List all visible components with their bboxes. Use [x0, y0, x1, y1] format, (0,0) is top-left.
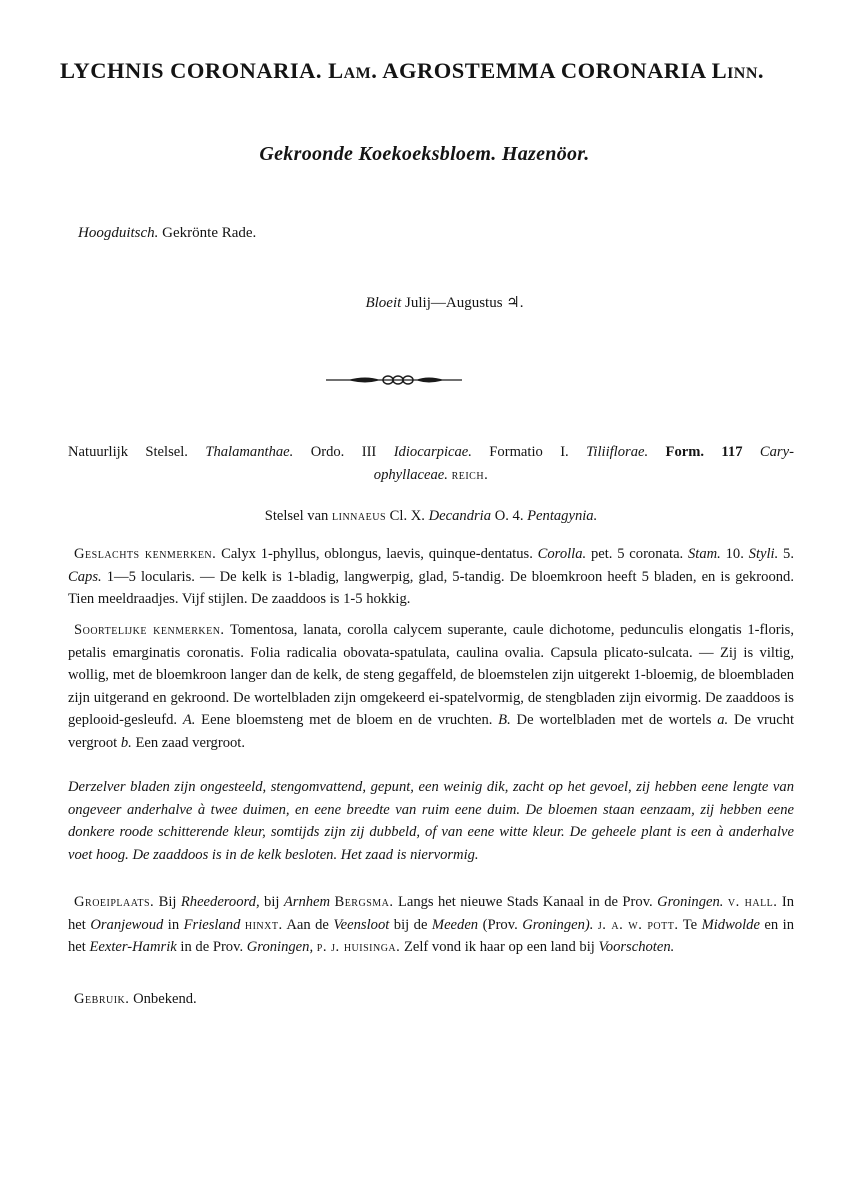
linnaeus-name: linnaeus: [332, 508, 387, 524]
linnaeus-prefix: Stelsel van: [264, 508, 329, 524]
german-value: Gekrönte Rade.: [162, 225, 257, 241]
form-label: Form. 117: [665, 444, 743, 460]
natural-class: Thalamanthae.: [205, 444, 294, 460]
habitat-text: bij: [264, 894, 280, 910]
habitat-text: Bij: [158, 894, 177, 910]
species-text-2: Eene bloemsteng met de bloem en de vruchten.: [201, 712, 493, 729]
use-section: [68, 988, 794, 1011]
genus-capsule: Caps.: [68, 568, 102, 585]
habitat-collector: j. a. w. pott.: [597, 916, 679, 933]
genus-text-3: 10.: [725, 546, 744, 562]
formatio-name: Tiliiflorae.: [586, 444, 649, 460]
species-text-5: Een zaad vergroot.: [135, 734, 245, 751]
habitat-text: en in het: [68, 916, 795, 956]
habitat-text: Zelf vond ik haar op een land bij: [403, 939, 595, 956]
use-label: Gebruik.: [74, 991, 130, 1007]
bloom-value: Julij—Augustus ♃.: [405, 295, 524, 311]
german-label: Hoogduitsch.: [78, 225, 159, 241]
linnaeus-order-name: Pentagynia.: [527, 508, 598, 524]
habitat-collector: p. j. huisinga.: [316, 939, 401, 956]
dutch-common-name: Gekroonde Koekoeksbloem. Hazenöor.: [259, 143, 590, 165]
habitat-place: Arnhem: [283, 894, 331, 910]
habitat-text: bij de: [393, 916, 428, 933]
habitat-place: Meeden: [431, 916, 479, 933]
page-title: [60, 58, 800, 84]
figure-a-label: A.: [182, 712, 196, 729]
habitat-place: Eexter-Hamrik: [89, 939, 177, 956]
habitat-place: Midwolde: [701, 916, 760, 933]
habitat-text: in: [167, 916, 180, 933]
genus-text-1: Calyx 1-phyllus, oblongus, laevis, quinque-dentatus.: [221, 546, 533, 562]
ordo-label: Ordo. III: [310, 444, 377, 460]
ornament-divider: [326, 372, 462, 388]
natural-system: [68, 441, 794, 486]
habitat-place: Groningen).: [522, 916, 594, 933]
form-name-part-1: Cary-: [759, 444, 794, 460]
description-paragraph: Derzelver bladen zijn ongesteeld, stengomvattend, gepunt, een weinig dik, zacht op het gevoel, zij hebben eene lengte van ongeveer anderhalve à twee duimen, en eene breedte van ruim eene duim. De bloemen staan eenzaam, zij hebben eene donkere roode schitterende kleur, somtijds zijn zij dubbeld, of van eene witte kleur. De geheele plant is een à anderhalve voet hoog. De zaaddoos is in de kelk besloten. Het zaad is niervormig.: [68, 779, 794, 863]
ordo-name: Idiocarpicae.: [393, 444, 472, 460]
habitat-text: (Prov.: [482, 916, 518, 933]
habitat-place: Friesland: [183, 916, 241, 933]
formatio-label: Formatio I.: [489, 444, 569, 460]
habitat-collector: hinxt.: [244, 916, 283, 933]
habitat-text: Langs het nieuwe Stads Kanaal in de Prov.: [397, 894, 653, 910]
genus-label: Geslachts kenmerken.: [74, 546, 217, 562]
habitat-place: Groningen.: [657, 894, 724, 910]
habitat-label: Groeiplaats.: [74, 894, 155, 910]
genus-text-5: 1—5 locularis. — De kelk is 1-bladig, langwerpig, glad, 5-tandig. De bloemkroon heeft 5 bladen, en is gekroond. Tien meeldraadjes. Vijf stijlen. De zaaddoos is 1-5 hokkig.: [68, 568, 794, 608]
species-label: Soortelijke kenmerken.: [74, 622, 225, 638]
genus-corolla: Corolla.: [537, 546, 587, 562]
genus-characters: [68, 543, 794, 611]
habitat-place: Oranjewoud: [90, 916, 164, 933]
use-text: Onbekend.: [133, 991, 197, 1007]
habitat: [68, 891, 794, 959]
habitat-text: in de Prov.: [180, 939, 244, 956]
genus-text-2: pet. 5 coronata.: [590, 546, 684, 562]
habitat-text: In het: [68, 894, 795, 933]
habitat-collector: v. hall.: [727, 894, 778, 910]
title-author-2: Linn.: [711, 58, 765, 83]
linnaeus-class-name: Decandria: [428, 508, 492, 524]
habitat-place: Groningen,: [246, 939, 314, 956]
system-author: reich.: [451, 466, 489, 483]
genus-stamens: Stam.: [687, 546, 721, 562]
habitat-text: Aan de: [286, 916, 329, 933]
bloom-label: Bloeit: [365, 295, 402, 311]
bloom-period: [0, 293, 849, 312]
figure-b-label: B.: [498, 712, 511, 729]
species-characters: [68, 619, 794, 755]
habitat-place: Rheederoord,: [180, 894, 260, 910]
natural-system-label: Natuurlijk Stelsel.: [68, 444, 188, 460]
figure-b-small-label: b.: [120, 734, 132, 751]
linnaeus-class: Cl. X.: [389, 508, 425, 524]
linnaeus-order: O. 4.: [494, 508, 524, 524]
species-text-4: De vrucht vergroot: [68, 712, 795, 751]
german-name: [78, 225, 256, 242]
title-name-1: LYCHNIS CORONARIA.: [60, 58, 322, 83]
form-name-part-2: ophyllaceae.: [373, 466, 448, 483]
species-text-3: De wortelbladen met de wortels: [516, 712, 712, 729]
genus-styles: Styli.: [748, 546, 779, 562]
figure-a-small-label: a.: [717, 712, 729, 729]
habitat-place: Veensloot: [333, 916, 390, 933]
habitat-place: Voorschoten.: [598, 939, 675, 956]
species-text-1: Tomentosa, lanata, corolla calycem superante, caule dichotome, pedunculis elongatis 1-floris, petalis emarginatis coronatis. Folia radicalia obovata-spatulata, caulina ovalia. Capsula plicato-sulcata. — Zij is viltig, wollig, met de bloemkroon langer dan de kelk, de steng gegaffeld, de bloemstelen zijn uitgerekt 1-bloemig, de bloembladen zijn uitgerand en gekroond. De wortelbladen zijn omgekeerd ei-spatelvormig, de stengbladen zijn eivormig. De zaaddoos is geplooid-gesleufd.: [68, 622, 794, 729]
habitat-text: Te: [682, 916, 698, 933]
title-author-1: Lam.: [328, 58, 378, 83]
genus-text-4: 5.: [783, 546, 794, 562]
habitat-collector: Bergsma.: [334, 894, 394, 910]
linnaean-system: [68, 505, 794, 528]
title-name-2: AGROSTEMMA CORONARIA: [382, 58, 706, 83]
